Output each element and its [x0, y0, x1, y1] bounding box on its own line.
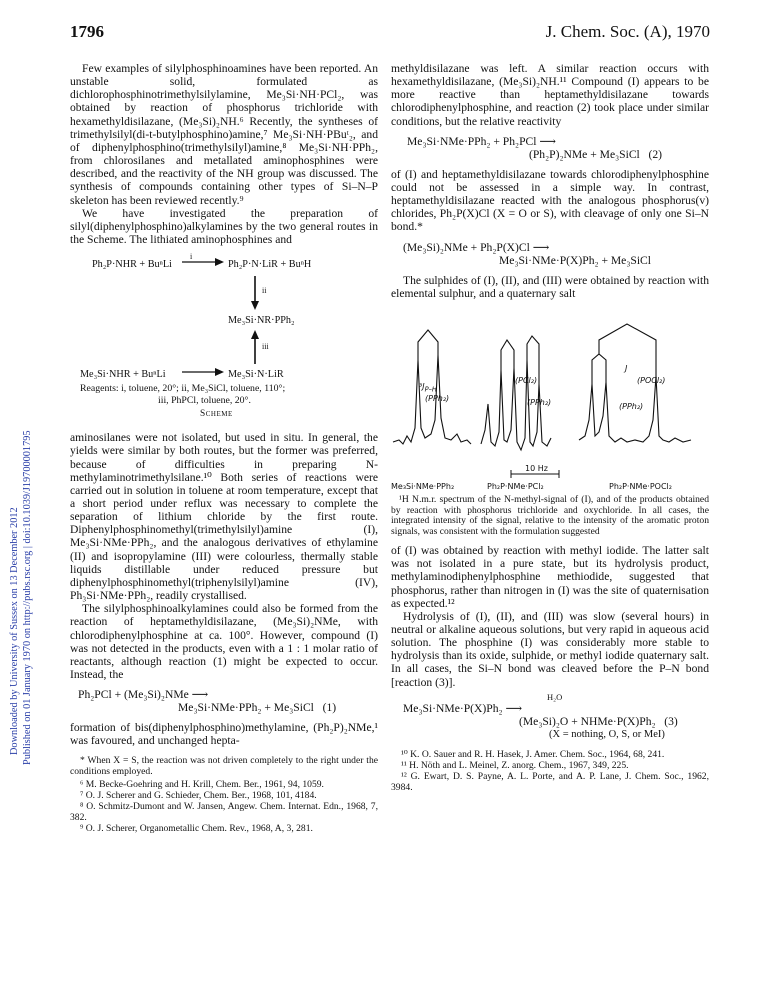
watermark-line-2: Published on 01 January 1970 on http://pubs.rsc.org | doi:10.1039/J19700001795	[22, 430, 33, 765]
figure-caption	[391, 495, 709, 538]
scheme-reactant-1: Ph₂P·NHR + BuⁿLi	[92, 259, 172, 271]
reference: ¹⁰ K. O. Sauer and R. H. Hasek, J. Amer. Chem. Soc., 1964, 68, 241.	[401, 748, 665, 760]
scheme-arrow-label-ii: ii	[262, 286, 267, 296]
coupling-label-text: ³J	[419, 381, 425, 391]
scheme-product-1: Ph₂P·N·LiR + BuⁿH	[228, 259, 312, 271]
reference: ¹¹ H. Nöth and L. Meinel, Z. anorg. Chem., 1967, 349, 225.	[401, 759, 629, 771]
page-number: 1796	[70, 22, 104, 41]
reference: ⁹ O. J. Scherer, Organometallic Chem. Rev., 1968, A, 3, 281.	[80, 823, 313, 835]
right-column	[391, 62, 709, 793]
reaction-scheme	[70, 246, 378, 431]
equation-3	[399, 241, 709, 267]
down-arrow-icon	[250, 276, 260, 310]
assignment-label: (PPh₂)	[619, 401, 644, 411]
equation-line: Me₃Si·NMe·PPh₂ + Ph₂PCl ⟶	[407, 134, 556, 148]
footnote-text: * When X = S, the reaction was not driven completely to the right under the conditions employed.	[70, 755, 378, 778]
paragraph: We have investigated the preparation of silyl(diphenylphosphino)alkylamines by the two general routes in the Scheme. The lithiated aminophosphines and	[70, 206, 378, 247]
equation-line: Me₃Si·NMe·P(X)Ph₂ + Me₃SiCl	[499, 253, 651, 267]
paragraph: of (I) was obtained by reaction with methyl iodide. The latter salt was not isolated in a pure state, but its hydrolysis product, methylaminodiphenylphosphine methiodide, suggested that phosphorus, rather than nitrogen in (I) was the site of quaternisation as expected.¹²	[391, 544, 709, 610]
paragraph: Hydrolysis of (I), (II), and (III) was slow (several hours) in neutral or alkaline aqueous solutions, but very rapid in aqueous acid solution. The phosphine (I) was considerably more stable to hydrolysis than its oxide, sulphide, or methyl iodide quaternary salt. In all cases, the Si–N bond was cleaved before the P–N bond [reaction (3)].	[391, 609, 709, 689]
footnote	[70, 755, 378, 834]
paragraph: formation of bis(diphenylphosphino)methylamine, (Ph₂P)₂NMe,¹ was favoured, and unchanged hepta-	[70, 721, 378, 748]
spectrum-caption: Me₃Si·NMe·PPh₂	[391, 481, 455, 491]
spectrum-caption: Ph₂P·NMe·POCl₂	[609, 481, 672, 491]
equation-line: Me₃Si·NMe·PPh₂ + Me₃SiCl (1)	[178, 701, 337, 715]
scheme-intermediate: Me₃Si·NR·PPh₂	[228, 315, 295, 327]
scheme-reagents: iii, PhPCl, toluene, 20°.	[158, 395, 251, 407]
scheme-reagents: Reagents: i, toluene, 20°; ii, Me₃SiCl, toluene, 110°;	[80, 383, 286, 395]
equation-line: Ph₂PCl + (Me₃Si)₂NMe ⟶	[78, 688, 209, 702]
scale-bar-label: 10 Hz	[525, 463, 548, 473]
journal-citation: J. Chem. Soc. (A), 1970	[545, 22, 710, 41]
right-arrow-icon	[182, 257, 224, 267]
equation-3-hydrolysis	[399, 693, 709, 741]
equation-1	[78, 688, 378, 714]
right-arrow-icon	[182, 367, 224, 377]
reference-list	[70, 779, 378, 834]
spectrum-caption: Ph₂P·NMe·PCl₂	[487, 481, 544, 491]
scheme-arrow-label-i: i	[190, 252, 193, 262]
reference: ⁷ O. J. Scherer and G. Schieder, Chem. Ber., 1968, 101, 4184.	[80, 790, 317, 802]
equation-line: Me₃Si·NMe·P(X)Ph₂ ⟶	[403, 701, 523, 715]
left-column	[70, 62, 378, 834]
assignment-label: (PPh₂)	[425, 393, 450, 403]
paragraph: The silylphosphinoalkylamines could also be formed from the reaction of heptamethyldisilazane, (Me₃Si)₂NMe, with chlorodiphenylphosphine at ca. 100°. However, compound (I) was not detected in the products, even with a 1 : 1 molar ratio of reactants, although reaction (1) might be expected to occur. Instead, the	[70, 602, 378, 681]
watermark-line-1: Downloaded by University of Sussex on 13 December 2012	[9, 507, 20, 755]
assignment-label: (PPh₂)	[527, 397, 552, 407]
paragraph: The sulphides of (I), (II), and (III) were obtained by reaction with elemental sulphur, and a quaternary salt	[391, 273, 709, 300]
scheme-product-3: Me₃Si·N·LiR	[228, 369, 284, 381]
equation-2	[399, 135, 709, 161]
coupling-label-subscript: P–H	[424, 385, 437, 394]
equation-line: (Me₃Si)₂NMe + Ph₂P(X)Cl ⟶	[403, 240, 550, 254]
reference: ¹² G. Ewart, D. S. Payne, A. L. Porte, and A. P. Lane, J. Chem. Soc., 1962, 3984.	[391, 770, 709, 793]
equation-line: (Me₃Si)₂O + NHMe·P(X)Ph₂ (3)	[519, 714, 678, 728]
paragraph: aminosilanes were not isolated, but used in situ. In general, the yields were similar by both routes, but the former was preferred, because of difficulties in preparing N-methylaminotrimethylsilane.¹⁰ Both series of reactions were carried out in solution in toluene at room temperature, except that a short period under reflux was necessary to complete the separation of lithium chloride by the first route. Diphenylphosphinomethyl(trimethylsilyl)amine (I), Me₃Si·NMe·PPh₂, and the analogous derivatives of ethylamine (II) and isopropylamine (III) were colourless, thermally stable liquids distillable under reduced pressure but diphenylphosphinomethyl(triphenylsilyl)amine (IV), Ph₃Si·NMe·PPh₂, readily crystallised.	[70, 431, 378, 603]
download-watermark	[6, 205, 36, 765]
paragraph: of (I) and heptamethyldisilazane towards chlorodiphenylphosphine could not be assessed in a simple way. In contrast, heptamethyldisilazane reacted with the analogous phosphorus(v) chlorides, Ph₂P(X)Cl (X = O or S), with cleavage of only one Si–N bond.*	[391, 167, 709, 234]
assignment-label: (POCl₂)	[637, 375, 666, 385]
paragraph: methyldisilazane was left. A similar reaction occurs with hexamethyldisilazane, (Me₃Si)₂NH.¹¹ Compound (I) appears to be more reactive than heptamethyldisilazane towards chlorodiphenylphosphine, and reaction (2) took place under similar conditions, but the relative reactivity	[391, 62, 709, 128]
assignment-label: (PCl₂)	[515, 375, 538, 385]
equation-note: (X = nothing, O, S, or MeI)	[549, 728, 665, 740]
up-arrow-icon	[250, 330, 260, 364]
nmr-spectrum-figure	[391, 300, 709, 492]
reference: ⁸ O. Schmitz-Dumont and W. Jansen, Angew. Chem. Internat. Edn., 1968, 7, 382.	[70, 801, 378, 824]
equation-reagent: H₂O	[547, 691, 563, 702]
reference-list	[391, 749, 709, 793]
reference: ⁶ M. Becke-Goehring and H. Krill, Chem. Ber., 1961, 94, 1059.	[80, 779, 324, 791]
scheme-label: Scheme	[200, 409, 233, 420]
equation-line: (Ph₂P)₂NMe + Me₃SiCl (2)	[529, 147, 662, 161]
scheme-arrow-label-iii: iii	[262, 342, 269, 352]
scheme-reactant-3: Me₃Si·NHR + BuⁿLi	[80, 369, 166, 381]
coupling-label: J	[625, 363, 628, 373]
paragraph: Few examples of silylphosphinoamines have been reported. An unstable solid, formulated as dichlorophosphinotrimethylsilylamine, Me₃Si·NH·PCl₂, was obtained by reaction of phosphorus trichloride with hexamethyldisilazane, (Me₃Si)₂NH.⁶ Recently, the syntheses of trimethylsilyl(di-t-butylphosphino)amine,⁷ Me₃Si·NH·PBuᵗ₂, and of diphenylphosphino(trimethylsilyl)amine,⁸ Me₃Si·NH·PPh₂, from chlorosilanes and metallated aminophosphines were described, and the reactivity of the NH group was discussed. The synthesis of compounds containing other types of Si–N–P skeleton has been reviewed recently.⁹	[70, 62, 378, 207]
figure-caption-text: ¹H N.m.r. spectrum of the N-methyl-signal of (I), and of the products obtained by reaction with phosphorus trichloride and oxychloride. In all cases, the integrated intensity of the signal, relative to the intensity of the aromatic proton signals, was consistent with the formulation suggested	[391, 493, 709, 538]
